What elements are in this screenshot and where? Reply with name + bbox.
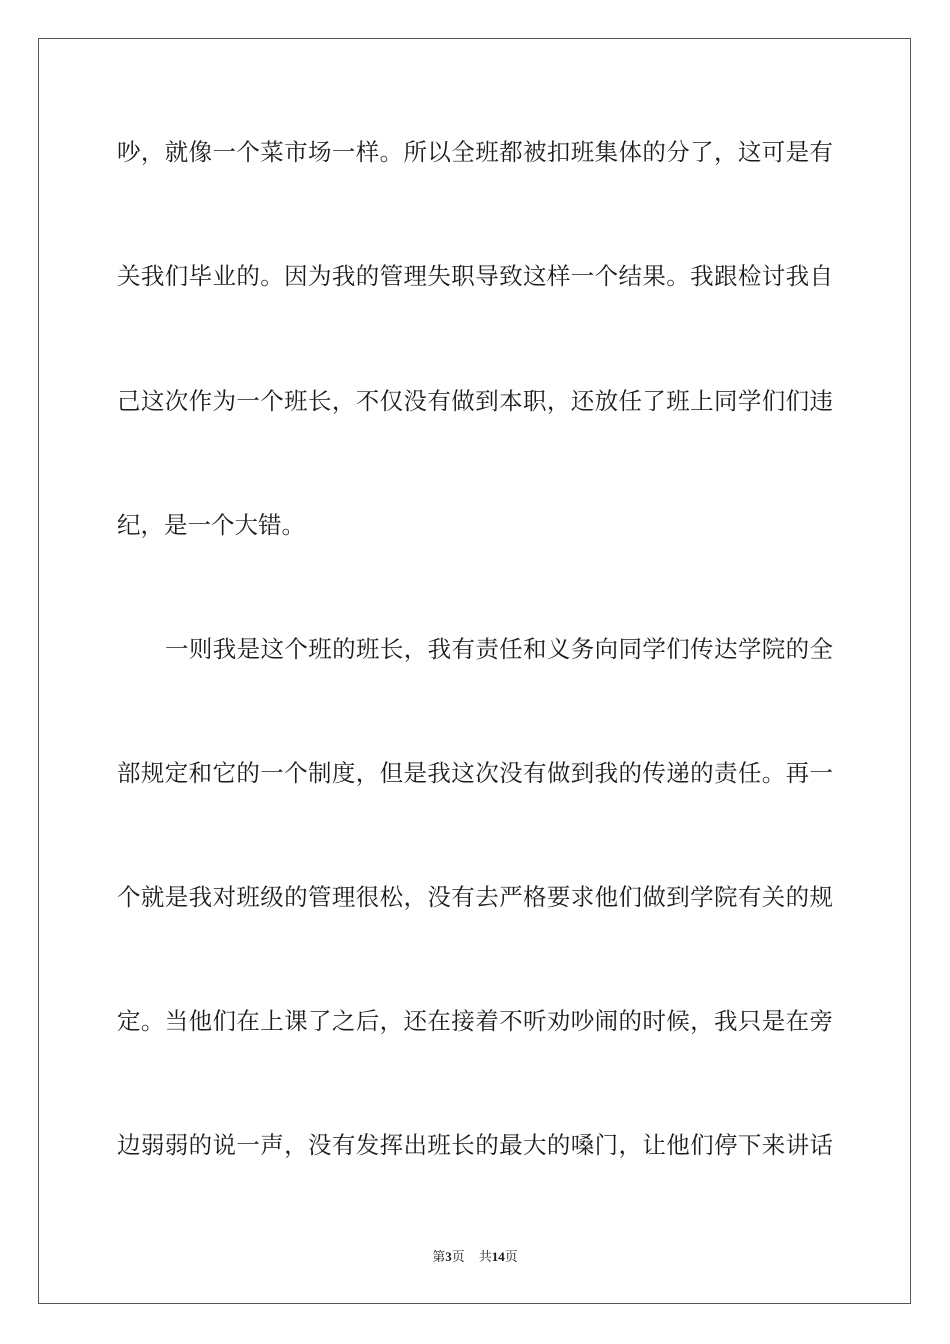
page-number: 3: [445, 1249, 452, 1264]
page-suffix: 页: [451, 1250, 465, 1265]
text-line: 吵，就像一个菜市场一样。所以全班都被扣班集体的分了，这可是有: [117, 138, 833, 166]
text-line: 部规定和它的一个制度，但是我这次没有做到我的传递的责任。再一: [117, 759, 833, 787]
total-prefix: 共: [478, 1250, 492, 1265]
text-line: 定。当他们在上课了之后，还在接着不听劝吵闹的时候，我只是在旁: [117, 1007, 833, 1035]
text-line: 关我们毕业的。因为我的管理失职导致这样一个结果。我跟检讨我自: [117, 262, 833, 290]
text-line: 个就是我对班级的管理很松，没有去严格要求他们做到学院有关的规: [117, 883, 833, 911]
total-suffix: 页: [504, 1250, 518, 1265]
text-line: 边弱弱的说一声，没有发挥出班长的最大的嗓门，让他们停下来讲话: [117, 1131, 833, 1159]
page-border: [38, 38, 911, 1304]
text-line: 己这次作为一个班长，不仅没有做到本职，还放任了班上同学们们违: [117, 387, 833, 415]
text-line: 纪，是一个大错。: [117, 511, 305, 539]
paragraph-first-line: 一则我是这个班的班长，我有责任和义务向同学们传达学院的全: [165, 635, 833, 663]
page-footer: [0, 1248, 950, 1267]
page-prefix: 第: [432, 1250, 446, 1265]
total-pages: 14: [491, 1249, 505, 1264]
